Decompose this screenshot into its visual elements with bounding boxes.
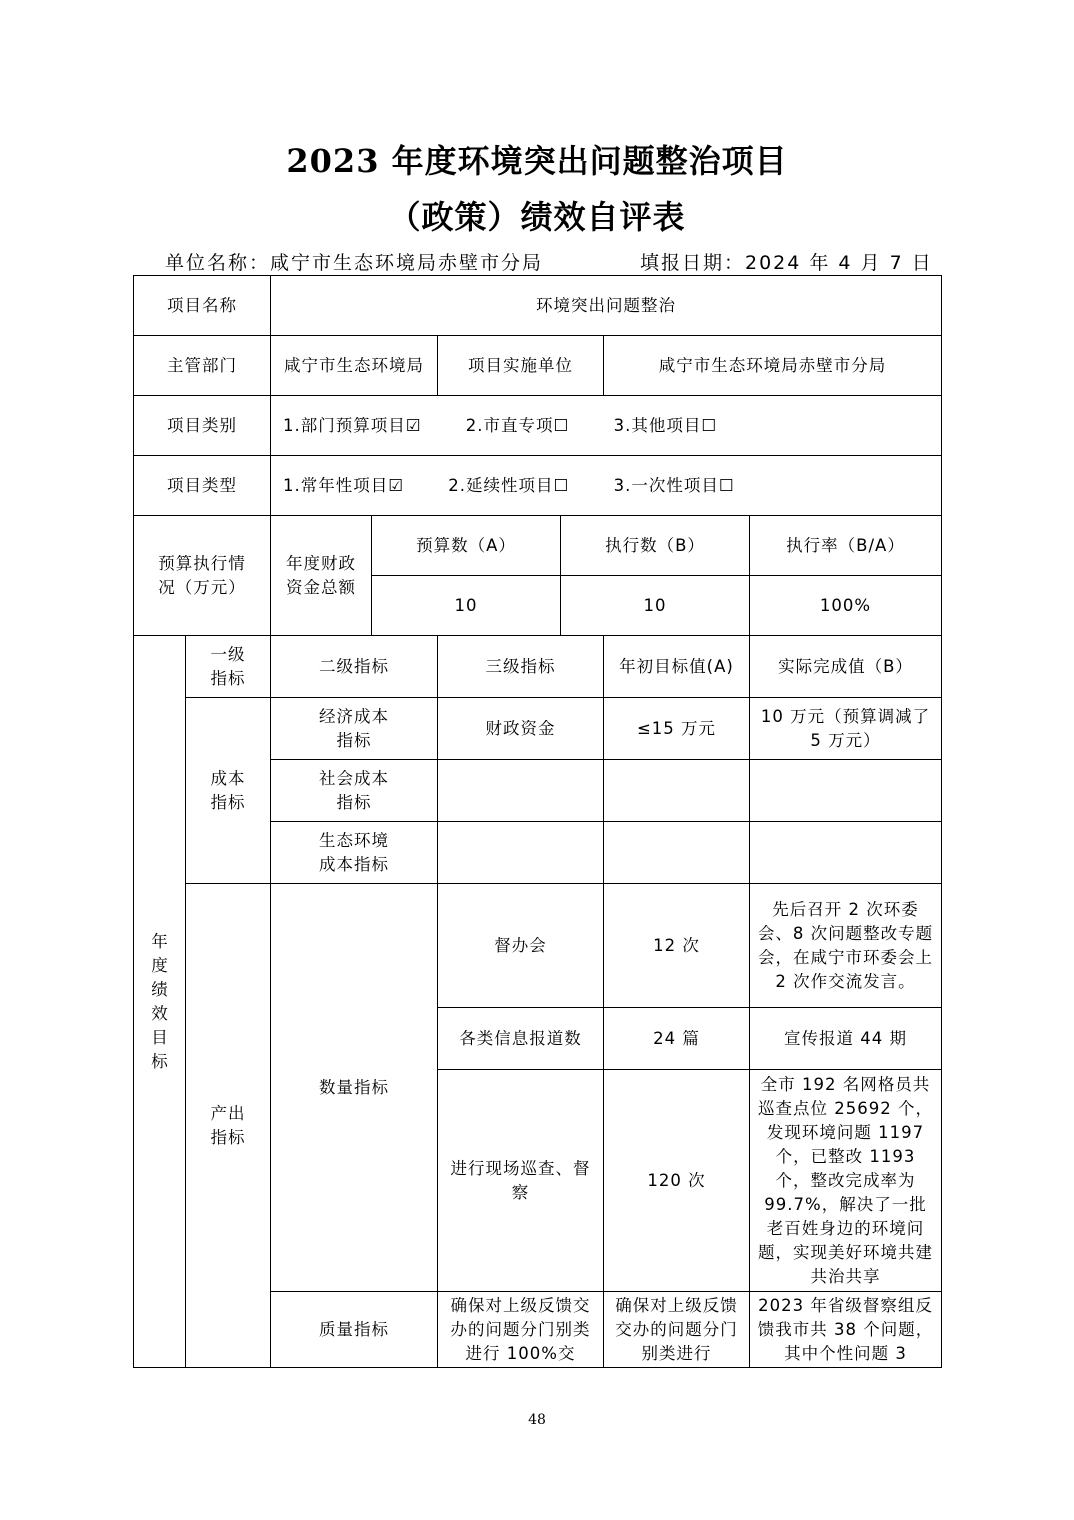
quantity-actual: 宣传报道 44 期 <box>750 1008 942 1070</box>
cost-l2: 生态环境成本指标 <box>271 822 438 884</box>
header-level2: 二级指标 <box>271 636 438 698</box>
impl-unit-value: 咸宁市生态环境局赤壁市分局 <box>604 336 942 396</box>
document-title-line2: （政策）绩效自评表 <box>388 198 686 236</box>
section-label-cell <box>134 636 186 1368</box>
project-name-value: 环境突出问题整治 <box>271 276 942 336</box>
cost-target <box>604 760 750 822</box>
type-option-3: 3.一次性项目☐ <box>613 475 735 495</box>
quantity-l3: 进行现场巡查、督察 <box>438 1070 604 1292</box>
budget-header-row <box>134 516 942 576</box>
category-option-1: 1.部门预算项目☑ <box>283 415 422 435</box>
budget-val-a: 10 <box>372 576 561 636</box>
budget-col-a: 预算数（A） <box>372 516 561 576</box>
quantity-target: 24 篇 <box>604 1008 750 1070</box>
category-label: 项目类别 <box>134 396 271 456</box>
performance-table <box>133 275 942 1368</box>
type-options <box>271 456 942 516</box>
quantity-l3: 督办会 <box>438 884 604 1008</box>
type-option-2: 2.延续性项目☐ <box>448 475 570 495</box>
budget-col-b: 执行数（B） <box>561 516 750 576</box>
budget-label: 预算执行情况（万元） <box>134 516 271 636</box>
budget-col-rate: 执行率（B/A） <box>750 516 942 576</box>
page-number: 48 <box>528 1412 546 1428</box>
cost-l2: 社会成本指标 <box>271 760 438 822</box>
header-actual: 实际完成值（B） <box>750 636 942 698</box>
cost-l3 <box>438 822 604 884</box>
header-level1: 一级指标 <box>186 636 271 698</box>
impl-unit-label: 项目实施单位 <box>438 336 604 396</box>
quantity-actual: 先后召开 2 次环委会、8 次问题整改专题会，在咸宁市环委会上 2 次作交流发言。 <box>750 884 942 1008</box>
type-row <box>134 456 942 516</box>
cost-l2: 经济成本指标 <box>271 698 438 760</box>
budget-sub-label: 年度财政资金总额 <box>271 516 372 636</box>
cost-l3 <box>438 760 604 822</box>
quality-l3: 确保对上级反馈交办的问题分门别类进行 100%交 <box>438 1292 604 1368</box>
header-level3: 三级指标 <box>438 636 604 698</box>
quantity-label: 数量指标 <box>271 884 438 1292</box>
document-title-line1: 2023 年度环境突出问题整治项目 <box>286 142 788 180</box>
cost-l3: 财政资金 <box>438 698 604 760</box>
header-target: 年初目标值(A) <box>604 636 750 698</box>
dept-label: 主管部门 <box>134 336 271 396</box>
cost-label: 成本指标 <box>186 698 271 884</box>
cost-actual <box>750 760 942 822</box>
cost-row <box>134 698 942 760</box>
quality-actual: 2023 年省级督察组反馈我市共 38 个问题，其中个性问题 3 <box>750 1292 942 1368</box>
dept-row <box>134 336 942 396</box>
category-options <box>271 396 942 456</box>
category-option-2: 2.市直专项☐ <box>465 415 570 435</box>
quality-target: 确保对上级反馈交办的问题分门别类进行 <box>604 1292 750 1368</box>
quantity-l3: 各类信息报道数 <box>438 1008 604 1070</box>
type-option-1: 1.常年性项目☑ <box>283 475 405 495</box>
quantity-target: 120 次 <box>604 1070 750 1292</box>
quantity-row <box>134 884 942 1008</box>
dept-value: 咸宁市生态环境局 <box>271 336 438 396</box>
output-label: 产出指标 <box>186 884 271 1368</box>
project-name-row <box>134 276 942 336</box>
quantity-actual: 全市 192 名网格员共巡查点位 25692 个，发现环境问题 1197 个，已整改 1193 个，整改完成率为 99.7%，解决了一批老百姓身边的环境问题，实现美好环境共建共治共享 <box>750 1070 942 1292</box>
section-label: 年度绩效目标 <box>151 931 169 1071</box>
category-row <box>134 396 942 456</box>
report-date: 填报日期：2024 年 4 月 7 日 <box>640 252 933 274</box>
category-option-3: 3.其他项目☐ <box>613 415 718 435</box>
cost-target <box>604 822 750 884</box>
cost-actual: 10 万元（预算调减了5 万元） <box>750 698 942 760</box>
project-name-label: 项目名称 <box>134 276 271 336</box>
cost-actual <box>750 822 942 884</box>
unit-name: 单位名称：咸宁市生态环境局赤壁市分局 <box>165 252 544 274</box>
quality-label: 质量指标 <box>271 1292 438 1368</box>
indicator-header-row <box>134 636 942 698</box>
type-label: 项目类型 <box>134 456 271 516</box>
cost-target: ≤15 万元 <box>604 698 750 760</box>
budget-val-rate: 100% <box>750 576 942 636</box>
budget-val-b: 10 <box>561 576 750 636</box>
quantity-target: 12 次 <box>604 884 750 1008</box>
